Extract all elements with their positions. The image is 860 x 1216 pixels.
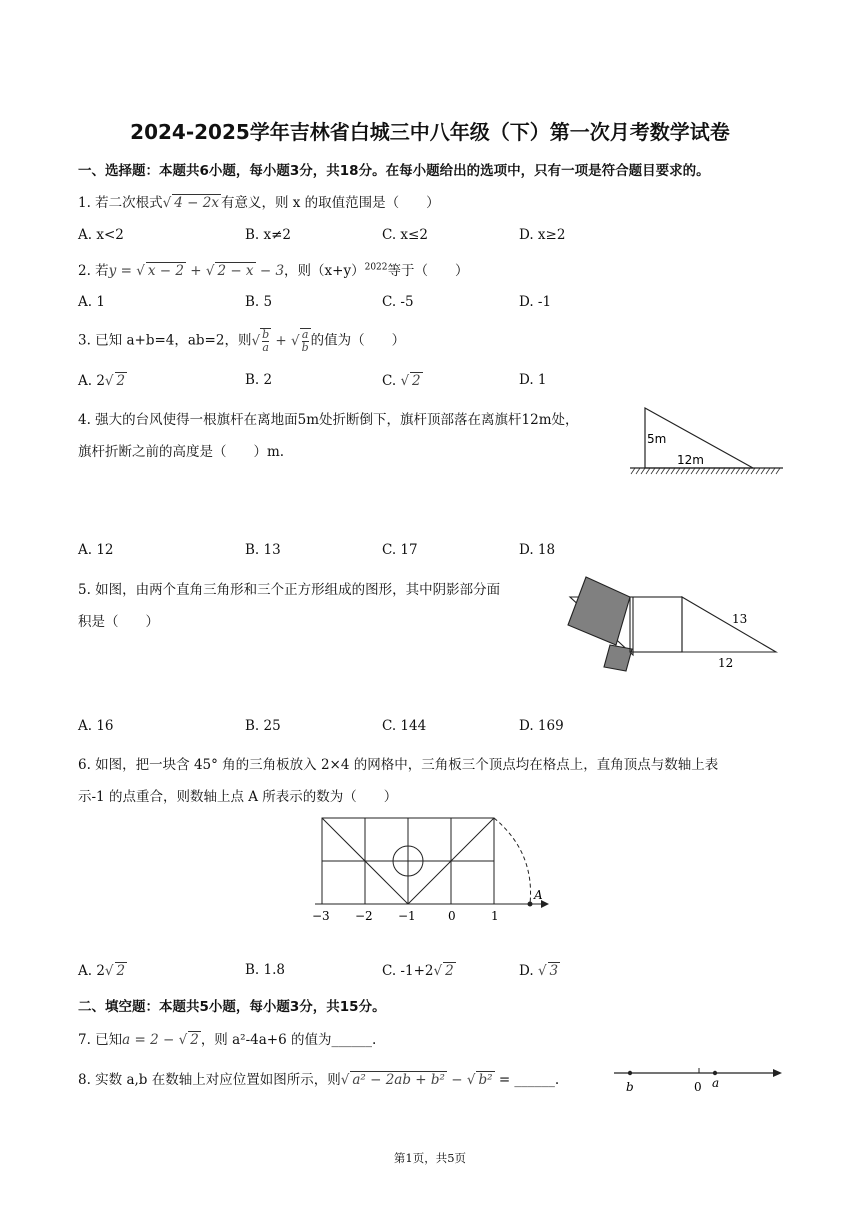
q2-exponent: 2022 [364, 262, 388, 273]
q4-flagpole-figure [625, 405, 785, 480]
q2-option-a[interactable]: A. 1 [78, 294, 105, 310]
question-8: 8. 实数 a,b 在数轴上对应位置如图所示，则√ a² − 2ab + b² − √ b² = ______. [78, 1072, 560, 1088]
q1-text-pre: 1. 若二次根式 [78, 195, 163, 211]
q6-option-a[interactable]: A. 2√ 2 [78, 963, 126, 979]
q3-text-post: 的值为（ ） [310, 332, 406, 349]
q4-option-c[interactable]: C. 17 [382, 542, 418, 558]
q4-label-5m: 5m [647, 432, 667, 446]
q3-option-a[interactable]: A. 2√ 2 [78, 373, 126, 389]
q6-tick-neg1: −1 [398, 909, 416, 923]
q2-option-c[interactable]: C. -5 [382, 294, 414, 310]
page-title: 2024-2025学年吉林省白城三中八年级（下）第一次月考数学试卷 [130, 120, 730, 144]
q1-option-d[interactable]: D. x≥2 [519, 227, 566, 243]
q5-label-13: 13 [732, 612, 748, 626]
q2-equation: y = √ x − 2 + √ 2 − x − 3 [108, 263, 285, 279]
q6-option-d[interactable]: D. √ 3 [519, 963, 559, 979]
q4-option-a[interactable]: A. 12 [78, 542, 114, 558]
question-2 [78, 259, 469, 279]
q6-tick-neg2: −2 [355, 909, 373, 923]
q1-option-c[interactable]: C. x≤2 [382, 227, 428, 243]
q2-text-pre: 2. 若 [78, 263, 109, 279]
q1-option-a[interactable]: A. x<2 [78, 227, 124, 243]
q6-grid-figure [305, 812, 555, 927]
q4-label-12m: 12m [677, 453, 704, 467]
q3-expression: √ $\frac{b}{a}$ + √ $\frac{a}{b}$ [251, 328, 309, 354]
q2-option-d[interactable]: D. -1 [519, 294, 552, 310]
q2-text-post: ，则（x+y） [284, 263, 365, 279]
q6-line2: 示-1 的点重合，则数轴上点 A 所表示的数为（ ） [78, 789, 398, 805]
q2-text-post2: 等于（ ） [387, 263, 469, 279]
section-1-heading: 一、选择题：本题共6小题，每小题3分，共18分。在每小题给出的选项中，只有一项是符合题目要求的。 [78, 163, 710, 179]
q4-line1: 4. 强大的台风使得一根旗杆在离地面5m处折断倒下，旗杆顶部落在离旗杆12m处， [78, 412, 579, 428]
q5-option-d[interactable]: D. 169 [519, 718, 564, 734]
q6-point-a-label: A [534, 888, 543, 902]
q5-option-c[interactable]: C. 144 [382, 718, 427, 734]
question-1 [78, 191, 440, 211]
q3-option-d[interactable]: D. 1 [519, 372, 547, 388]
q8-label-a: a [712, 1076, 720, 1090]
q8-number-line-figure [612, 1060, 787, 1095]
q3-option-c[interactable]: C. √ 2 [382, 373, 421, 389]
q5-option-b[interactable]: B. 25 [245, 718, 281, 734]
q4-option-d[interactable]: D. 18 [519, 542, 556, 558]
q1-radical: √ 4 − 2x [162, 195, 219, 211]
question-3 [78, 328, 405, 354]
q2-option-b[interactable]: B. 5 [245, 294, 273, 310]
q5-label-12: 12 [718, 656, 734, 670]
q8-label-0: 0 [694, 1080, 702, 1094]
q3-text-pre: 3. 已知 a+b=4，ab=2，则 [78, 332, 252, 349]
q6-option-c[interactable]: C. -1+2√ 2 [382, 963, 454, 979]
q5-option-a[interactable]: A. 16 [78, 718, 114, 734]
q3-option-b[interactable]: B. 2 [245, 372, 273, 388]
q1-text-post: 有意义，则 x 的取值范围是（ ） [220, 195, 440, 211]
q8-label-b: b [626, 1080, 634, 1094]
q6-option-b[interactable]: B. 1.8 [245, 962, 285, 978]
section-2-heading: 二、填空题：本题共5小题，每小题3分，共15分。 [78, 999, 386, 1015]
q6-line1: 6. 如图，把一块含 45° 角的三角板放入 2×4 的网格中，三角板三个顶点均在格点上，直角顶点与数轴上表 [78, 757, 719, 773]
q1-option-b[interactable]: B. x≠2 [245, 227, 292, 243]
q6-tick-1: 1 [491, 909, 499, 923]
q5-line2: 积是（ ） [78, 614, 159, 630]
q4-option-b[interactable]: B. 13 [245, 542, 281, 558]
q5-line1: 5. 如图，由两个直角三角形和三个正方形组成的图形，其中阴影部分面 [78, 582, 501, 598]
question-7: 7. 已知a = 2 − √ 2 ，则 a²-4a+6 的值为______. [78, 1032, 377, 1048]
q4-line2: 旗杆折断之前的高度是（ ）m. [78, 444, 285, 460]
q6-tick-0: 0 [448, 909, 456, 923]
q6-tick-neg3: −3 [312, 909, 330, 923]
page-footer: 第1页，共5页 [393, 1151, 467, 1165]
q5-squares-figure [560, 575, 785, 675]
